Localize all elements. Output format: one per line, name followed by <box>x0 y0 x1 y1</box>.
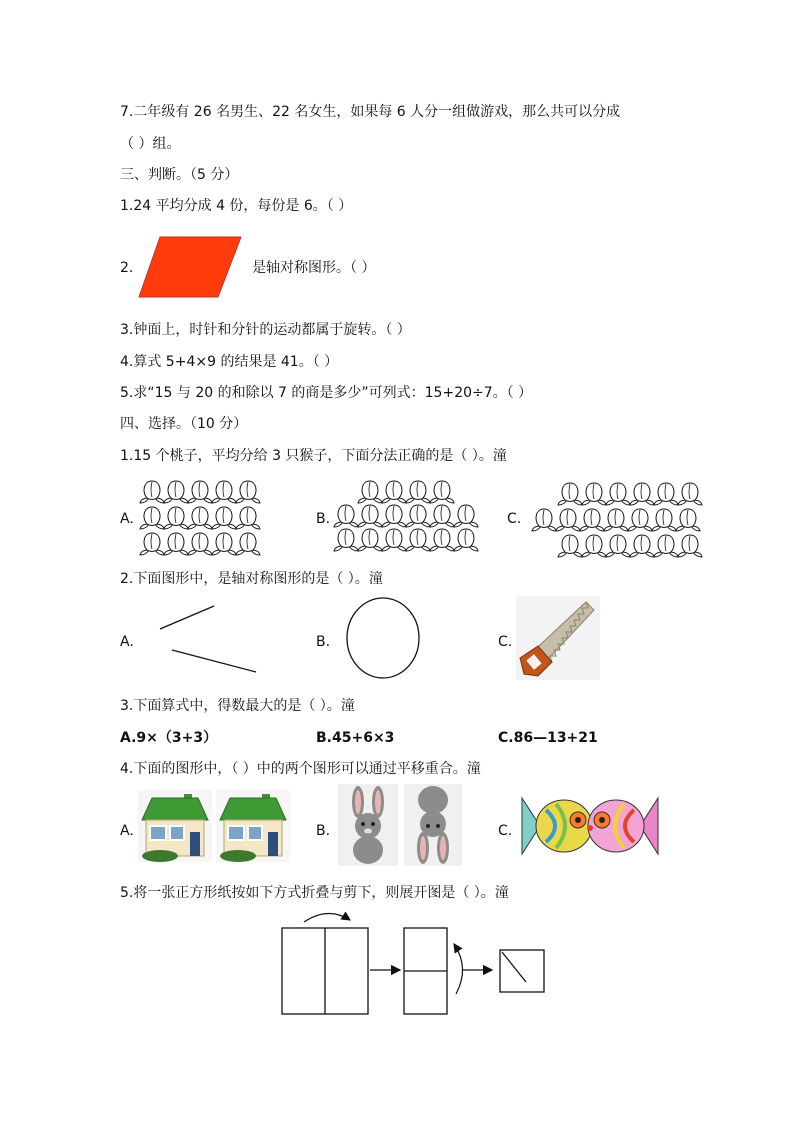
peach-icon <box>430 529 454 551</box>
peach-icon <box>236 533 260 555</box>
peach-icon <box>430 481 454 503</box>
choice-q5 <box>120 883 509 903</box>
mark-glyph: 潼 <box>368 571 383 587</box>
choice-q3-text: 3.下面算式中，得数最大的是（ ）。 <box>120 698 341 714</box>
section4-title: 四、选择。（10 分） <box>120 416 248 432</box>
saw-icon <box>516 596 600 680</box>
choice-q4-text: 4.下面的图形中，（ ）中的两个图形可以通过平移重合。 <box>120 761 467 777</box>
choice-q3-option-a: A.9×（3+3） <box>120 730 218 746</box>
peach-icon <box>140 533 164 555</box>
peach-icon <box>406 529 430 551</box>
peach-icon <box>358 529 382 551</box>
peach-icon <box>188 507 212 529</box>
q7-line1: 7.二年级有 26 名男生、22 名女生，如果每 6 人分一组做游戏，那么共可以分成 <box>120 104 621 120</box>
choice-q1-option-c: C. <box>507 511 522 527</box>
peach-icon <box>430 505 454 527</box>
choice-q1-option-a: A. <box>120 511 134 527</box>
parallelogram-shape <box>139 237 241 297</box>
judge-q4: 4.算式 5+4×9 的结果是 41。（ ） <box>120 354 339 370</box>
judge-q2-text: 是轴对称图形。（ ） <box>252 260 376 276</box>
peach-icon <box>188 481 212 503</box>
choice-q1 <box>120 446 507 466</box>
choice-q2 <box>120 569 383 589</box>
peach-icon <box>140 507 164 529</box>
peach-icon <box>606 535 630 557</box>
judge-q1: 1.24 平均分成 4 份，每份是 6。（ ） <box>120 198 353 214</box>
house-icon-left <box>138 790 212 862</box>
peach-group-c <box>530 478 696 562</box>
choice-q3 <box>120 696 355 716</box>
choice-q4-option-a: A. <box>120 823 134 839</box>
peach-icon <box>630 535 654 557</box>
peach-icon <box>582 483 606 505</box>
peach-icon <box>628 509 652 531</box>
choice-q5-text: 5.将一张正方形纸按如下方式折叠与剪下，则展开图是（ ）。 <box>120 885 495 901</box>
peach-icon <box>654 535 678 557</box>
mark-glyph: 潼 <box>340 698 355 714</box>
two-lines-figure <box>156 604 260 674</box>
section3-title: 三、判断。（5 分） <box>120 167 239 183</box>
mark-glyph: 潼 <box>492 448 507 464</box>
peach-icon <box>678 535 702 557</box>
peach-icon <box>334 505 358 527</box>
peach-icon <box>236 507 260 529</box>
rabbit-icon-inverted <box>404 784 462 866</box>
peach-icon <box>236 481 260 503</box>
peach-icon <box>606 483 630 505</box>
judge-q3: 3.钟面上，时针和分针的运动都属于旋转。（ ） <box>120 322 411 338</box>
choice-q4-option-c: C. <box>498 823 513 839</box>
peach-icon <box>212 507 236 529</box>
peach-icon <box>358 481 382 503</box>
peach-icon <box>140 481 164 503</box>
choice-q3-option-c: C.86—13+21 <box>498 730 598 746</box>
peach-icon <box>678 483 702 505</box>
peach-icon <box>580 509 604 531</box>
peach-icon <box>382 505 406 527</box>
peach-icon <box>582 535 606 557</box>
rabbit-icon-upright <box>338 784 398 866</box>
peach-icon <box>188 533 212 555</box>
peach-icon <box>212 481 236 503</box>
peach-icon <box>212 533 236 555</box>
peach-icon <box>652 509 676 531</box>
q7-line2: （ ）组。 <box>120 136 181 152</box>
peach-icon <box>556 509 580 531</box>
peach-icon <box>630 483 654 505</box>
peach-icon <box>406 481 430 503</box>
choice-q1-option-b: B. <box>316 511 331 527</box>
peach-icon <box>382 481 406 503</box>
peach-icon <box>454 529 478 551</box>
choice-q3-option-b: B.45+6×3 <box>316 730 395 746</box>
peach-icon <box>654 483 678 505</box>
choice-q4-option-b: B. <box>316 823 331 839</box>
paper-fold-diagram <box>280 906 550 1016</box>
peach-icon <box>532 509 556 531</box>
peach-group-a <box>138 478 268 558</box>
peach-icon <box>334 529 358 551</box>
peach-icon <box>164 533 188 555</box>
kissing-fish-icon <box>520 790 660 862</box>
peach-icon <box>454 505 478 527</box>
choice-q4 <box>120 759 481 779</box>
peach-icon <box>382 529 406 551</box>
choice-q2-option-b: B. <box>316 634 331 650</box>
peach-icon <box>358 505 382 527</box>
house-icon-right <box>216 790 290 862</box>
mark-glyph: 潼 <box>494 885 509 901</box>
parallelogram-figure <box>138 236 242 298</box>
judge-q5: 5.求“15 与 20 的和除以 7 的商是多少”可列式：15+20÷7。（ ） <box>120 385 533 401</box>
choice-q2-option-a: A. <box>120 634 134 650</box>
peach-icon <box>164 507 188 529</box>
choice-q2-option-c: C. <box>498 634 513 650</box>
judge-q2-number: 2. <box>120 260 134 276</box>
peach-icon <box>164 481 188 503</box>
choice-q1-text: 1.15 个桃子，平均分给 3 只猴子，下面分法正确的是（ ）。 <box>120 448 493 464</box>
peach-icon <box>558 483 582 505</box>
circle-figure <box>344 596 422 680</box>
peach-group-b <box>330 478 480 552</box>
peach-icon <box>558 535 582 557</box>
peach-icon <box>406 505 430 527</box>
peach-icon <box>604 509 628 531</box>
mark-glyph: 潼 <box>466 761 481 777</box>
peach-icon <box>676 509 700 531</box>
choice-q2-text: 2.下面图形中，是轴对称图形的是（ ）。 <box>120 571 369 587</box>
